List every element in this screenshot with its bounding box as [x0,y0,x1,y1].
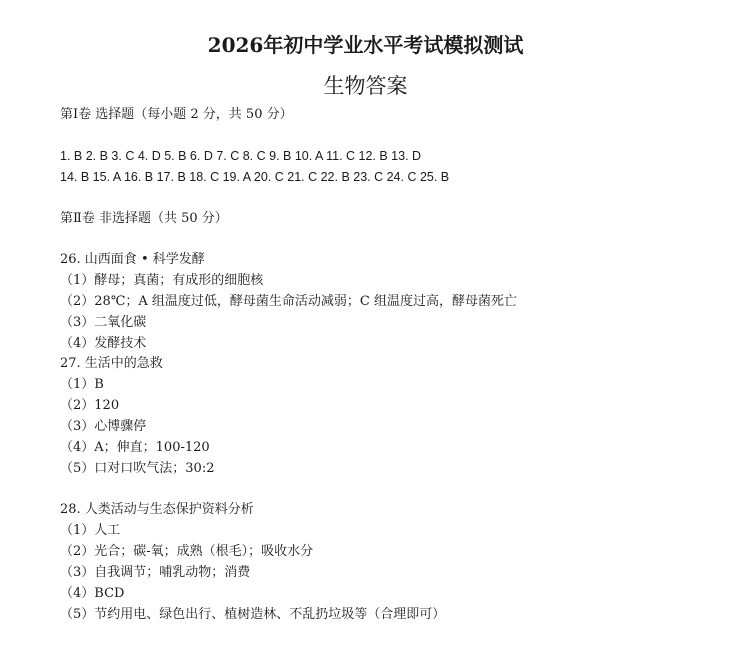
q27-answer-5: （5）口对口吹气法；30:2 [60,461,215,476]
q26-answer-3: （3）二氧化碳 [60,315,147,330]
part1-answers-line2: 14. B 15. A 16. B 17. B 18. C 19. A 20. C 21. C 22. B 23. C 24. C 25. B [60,170,450,184]
q27-answer-4: （4）A；伸直；100-120 [60,440,210,455]
q28-answer-4: （4）BCD [60,586,125,601]
q28-answer-2: （2）光合；碳-氧；成熟（根毛）；吸收水分 [60,544,314,559]
q27-answer-3: （3）心博骤停 [60,419,147,434]
q28-title: 28. 人类活动与生态保护资料分析 [60,502,254,517]
part1-answers-line1: 1. B 2. B 3. C 4. D 5. B 6. D 7. C 8. C 9. B 10. A 11. C 12. B 13. D [60,149,422,163]
q26-answer-4: （4）发酵技术 [60,336,147,351]
part1-heading: 第Ⅰ卷 选择题（每小题 2 分，共 50 分） [60,107,293,122]
q27-answer-2: （2）120 [60,398,120,413]
q26-answer-2: （2）28℃；A 组温度过低，酵母菌生命活动减弱；C 组温度过高，酵母菌死亡 [60,294,517,309]
q26-title: 26. 山西面食 • 科学发酵 [60,252,205,267]
q28-answer-1: （1）人工 [60,523,121,538]
page-title: 2026年初中学业水平考试模拟测试 [207,33,524,57]
page-subtitle: 生物答案 [323,74,408,98]
part2-heading: 第Ⅱ卷 非选择题（共 50 分） [60,211,228,226]
q28-answer-5: （5）节约用电、绿色出行、植树造林、不乱扔垃圾等（合理即可） [60,607,446,622]
q27-answer-1: （1）B [60,377,104,392]
q28-answer-3: （3）自我调节；哺乳动物；消费 [60,565,251,580]
q27-title: 27. 生活中的急救 [60,356,163,371]
q26-answer-1: （1）酵母；真菌；有成形的细胞核 [60,273,264,288]
